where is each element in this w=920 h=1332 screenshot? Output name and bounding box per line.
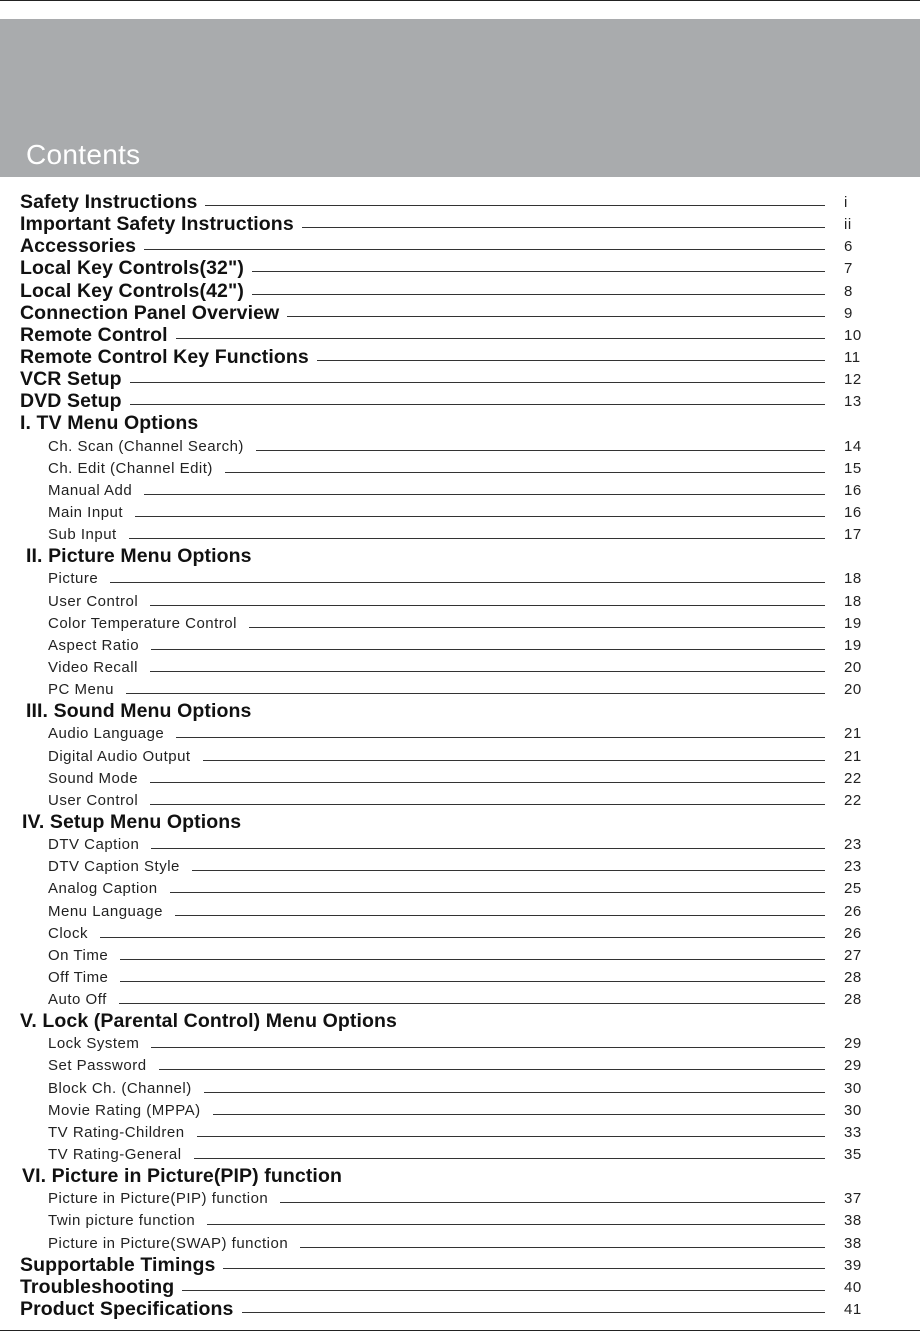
toc-subentry[interactable] (0, 789, 920, 811)
toc-entry[interactable] (0, 235, 920, 257)
toc-subentry[interactable] (0, 678, 920, 700)
toc-subentry[interactable] (0, 988, 920, 1010)
toc-page-number: 6 (844, 238, 853, 256)
toc-leader-line (287, 316, 825, 317)
toc-label: Set Password (48, 1057, 147, 1075)
toc-section-heading (0, 1010, 920, 1032)
toc-page-number: 7 (844, 260, 853, 278)
toc-label: Local Key Controls(32") (20, 257, 244, 280)
toc-leader-line (151, 1047, 825, 1048)
toc-subentry[interactable] (0, 1077, 920, 1099)
toc-label: TV Rating-Children (48, 1123, 185, 1141)
toc-leader-line (203, 760, 825, 761)
toc-label: Twin picture function (48, 1212, 196, 1230)
toc-entry-body (48, 966, 825, 988)
toc-entry-body (48, 1121, 825, 1143)
toc-leader-line (144, 249, 825, 250)
toc-entry-body (48, 457, 825, 479)
toc-subentry[interactable] (0, 767, 920, 789)
toc-entry-body (48, 944, 825, 966)
toc-leader-line (197, 1136, 825, 1137)
toc-entry-body (20, 1254, 825, 1276)
toc-label: Sound Mode (48, 769, 139, 787)
toc-label: I. TV Menu Options (20, 412, 199, 435)
toc-page-number: 26 (844, 902, 862, 920)
toc-page-number: 9 (844, 304, 853, 322)
toc-entry-body (48, 877, 825, 899)
toc-label: Lock System (48, 1035, 140, 1053)
toc-leader-line (302, 227, 825, 228)
toc-entry-body (48, 590, 825, 612)
toc-label: II. Picture Menu Options (26, 545, 252, 568)
toc-page-number: 41 (844, 1301, 862, 1319)
toc-page-number: 21 (844, 747, 862, 765)
toc-entry[interactable] (0, 368, 920, 390)
toc-leader-line (130, 404, 825, 405)
toc-leader-line (242, 1312, 826, 1313)
toc-entry-body (20, 302, 825, 324)
toc-subentry[interactable] (0, 656, 920, 678)
toc-page-number: 39 (844, 1256, 862, 1274)
toc-section-heading (0, 700, 920, 722)
header-banner (0, 19, 920, 177)
toc-page-number: 18 (844, 570, 862, 588)
toc-leader-line (192, 870, 825, 871)
toc-entry-body (48, 833, 825, 855)
toc-label: Block Ch. (Channel) (48, 1079, 192, 1097)
toc-leader-line (126, 693, 825, 694)
toc-label: Ch. Edit (Channel Edit) (48, 459, 213, 477)
toc-subentry[interactable] (0, 523, 920, 545)
toc-entry-body (48, 435, 825, 457)
toc-label: Clock (48, 924, 89, 942)
toc-label: Safety Instructions (20, 191, 198, 213)
toc-label: User Control (48, 592, 139, 610)
toc-page-number: 10 (844, 326, 862, 344)
toc-entry-body (22, 1165, 825, 1187)
toc-page-number: 19 (844, 614, 862, 632)
toc-label: Off Time (48, 968, 109, 986)
toc-page-number: 14 (844, 437, 862, 455)
toc-page-number: 20 (844, 658, 862, 676)
toc-page-number: 22 (844, 769, 862, 787)
toc-label: V. Lock (Parental Control) Menu Options (20, 1010, 397, 1033)
toc-subentry[interactable] (0, 1143, 920, 1165)
toc-entry-body (48, 1032, 825, 1054)
toc-entry-body (48, 1232, 825, 1254)
toc-leader-line (151, 649, 825, 650)
toc-page-number: 19 (844, 636, 862, 654)
toc-entry[interactable] (0, 390, 920, 412)
toc-page-number: 16 (844, 481, 862, 499)
toc-leader-line (150, 671, 825, 672)
toc-label: Product Specifications (20, 1298, 234, 1321)
toc-entry-body (20, 1298, 825, 1320)
toc-page-number: 15 (844, 459, 862, 477)
bottom-rule (0, 1330, 920, 1331)
toc-entry-body (22, 811, 825, 833)
toc-entry-body (20, 390, 825, 412)
toc-page-number: 28 (844, 991, 862, 1009)
toc-page-number: 18 (844, 592, 862, 610)
toc-leader-line (213, 1114, 825, 1115)
toc-entry-body (48, 479, 825, 501)
toc-entry-body (48, 1099, 825, 1121)
toc-entry[interactable] (0, 1276, 920, 1298)
toc-page-number: 27 (844, 946, 862, 964)
toc-subentry[interactable] (0, 855, 920, 877)
toc-subentry[interactable] (0, 922, 920, 944)
toc-label: VCR Setup (20, 368, 122, 391)
toc-label: Important Safety Instructions (20, 213, 294, 236)
toc-leader-line (182, 1290, 825, 1291)
toc-leader-line (223, 1268, 825, 1269)
toc-leader-line (150, 804, 825, 805)
toc-subentry[interactable] (0, 590, 920, 612)
toc-leader-line (119, 1003, 825, 1004)
toc-leader-line (151, 848, 825, 849)
toc-subentry[interactable] (0, 1099, 920, 1121)
toc-page-number: 33 (844, 1123, 862, 1141)
toc-leader-line (135, 516, 825, 517)
toc-entry-body (48, 988, 825, 1010)
toc-label: Ch. Scan (Channel Search) (48, 437, 244, 455)
toc-label: Digital Audio Output (48, 747, 191, 765)
toc-label: Main Input (48, 503, 124, 521)
toc-label: Troubleshooting (20, 1275, 175, 1298)
toc-subentry[interactable] (0, 1032, 920, 1054)
toc-leader-line (170, 892, 825, 893)
toc-entry[interactable] (0, 213, 920, 235)
toc-entry-body (48, 656, 825, 678)
toc-page-number: 11 (844, 348, 861, 366)
toc-subentry[interactable] (0, 1187, 920, 1209)
toc-leader-line (207, 1224, 825, 1225)
toc-page-number: 23 (844, 836, 862, 854)
toc-page-number: 30 (844, 1079, 862, 1097)
toc-entry-body (48, 523, 825, 545)
toc-page-number: 29 (844, 1057, 862, 1075)
toc-entry-body (48, 1054, 825, 1076)
toc-label: Local Key Controls(42") (20, 279, 244, 302)
toc-entry-body (20, 1010, 825, 1032)
toc-page-number: 26 (844, 924, 862, 942)
toc-entry-body (20, 235, 825, 257)
toc-page-number: i (844, 194, 848, 211)
toc-label: Remote Control (20, 323, 168, 346)
toc-page-number: 38 (844, 1234, 862, 1252)
toc-leader-line (204, 1092, 825, 1093)
toc-page-number: ii (844, 216, 852, 234)
toc-page-number: 12 (844, 371, 862, 389)
toc-entry-body (48, 722, 825, 744)
toc-entry-body (48, 922, 825, 944)
toc-label: DVD Setup (20, 390, 122, 413)
toc-entry-body (48, 789, 825, 811)
toc-page-number: 28 (844, 968, 862, 986)
toc-entry[interactable] (0, 324, 920, 346)
toc-entry[interactable] (0, 346, 920, 368)
toc-label: On Time (48, 946, 109, 964)
toc-entry-body (20, 346, 825, 368)
toc-subentry[interactable] (0, 612, 920, 634)
toc-label: Sub Input (48, 526, 117, 544)
toc-leader-line (256, 450, 825, 451)
toc-label: IV. Setup Menu Options (22, 810, 242, 833)
toc-leader-line (252, 294, 825, 295)
toc-label: PC Menu (48, 681, 115, 699)
toc-leader-line (176, 737, 825, 738)
toc-page-number: 25 (844, 880, 862, 898)
toc-entry-body (48, 1077, 825, 1099)
toc-label: Audio Language (48, 725, 165, 743)
toc-entry-body (48, 745, 825, 767)
toc-entry[interactable] (0, 1254, 920, 1276)
toc-subentry[interactable] (0, 567, 920, 589)
toc-entry-body (26, 545, 825, 567)
toc-subentry[interactable] (0, 966, 920, 988)
toc-leader-line (194, 1158, 825, 1159)
toc-label: Accessories (20, 235, 137, 258)
toc-leader-line (144, 494, 825, 495)
toc-leader-line (280, 1202, 825, 1203)
toc-leader-line (252, 271, 825, 272)
toc-subentry[interactable] (0, 479, 920, 501)
toc-entry-body (48, 567, 825, 589)
toc-entry-body (48, 855, 825, 877)
toc-label: Manual Add (48, 481, 133, 499)
toc-label: Picture (48, 570, 99, 588)
toc-label: Movie Rating (MPPA) (48, 1101, 201, 1119)
toc-section-heading (0, 412, 920, 434)
toc-section-heading (0, 1165, 920, 1187)
toc-label: VI. Picture in Picture(PIP) function (22, 1165, 342, 1188)
toc-entry[interactable] (0, 257, 920, 279)
table-of-contents (0, 191, 920, 1320)
toc-label: Color Temperature Control (48, 614, 237, 632)
toc-subentry[interactable] (0, 457, 920, 479)
toc-leader-line (159, 1069, 825, 1070)
toc-label: User Control (48, 791, 139, 809)
toc-label: Analog Caption (48, 880, 158, 898)
toc-page-number: 37 (844, 1190, 862, 1208)
toc-subentry[interactable] (0, 634, 920, 656)
toc-label: Picture in Picture(SWAP) function (48, 1234, 289, 1252)
toc-label: Auto Off (48, 991, 107, 1009)
toc-page-number: 13 (844, 393, 862, 411)
toc-label: III. Sound Menu Options (26, 700, 252, 723)
toc-entry-body (26, 700, 825, 722)
toc-entry-body (48, 634, 825, 656)
toc-page-number: 35 (844, 1146, 862, 1164)
toc-entry[interactable] (0, 280, 920, 302)
toc-section-heading (0, 545, 920, 567)
toc-label: Connection Panel Overview (20, 301, 280, 324)
toc-label: Video Recall (48, 658, 138, 676)
toc-leader-line (120, 981, 825, 982)
toc-entry-body (20, 368, 825, 390)
toc-entry[interactable] (0, 302, 920, 324)
toc-subentry[interactable] (0, 1232, 920, 1254)
toc-label: Supportable Timings (20, 1253, 216, 1276)
toc-page-number: 40 (844, 1278, 862, 1296)
toc-subentry[interactable] (0, 1054, 920, 1076)
toc-leader-line (205, 205, 825, 206)
toc-page-number: 17 (844, 526, 862, 544)
toc-leader-line (225, 472, 825, 473)
toc-subentry[interactable] (0, 1121, 920, 1143)
toc-entry-body (48, 900, 825, 922)
toc-page-number: 38 (844, 1212, 862, 1230)
toc-page-number: 8 (844, 282, 853, 300)
toc-subentry[interactable] (0, 501, 920, 523)
toc-label: DTV Caption (48, 836, 140, 854)
toc-label: Picture in Picture(PIP) function (48, 1190, 269, 1208)
toc-section-heading (0, 811, 920, 833)
top-rule (0, 0, 920, 1)
toc-leader-line (110, 582, 825, 583)
toc-page-number: 21 (844, 725, 862, 743)
toc-entry[interactable] (0, 191, 920, 213)
toc-entry-body (20, 191, 825, 213)
toc-entry-body (48, 678, 825, 700)
toc-leader-line (317, 360, 825, 361)
toc-subentry[interactable] (0, 435, 920, 457)
toc-leader-line (100, 937, 825, 938)
toc-leader-line (249, 627, 825, 628)
toc-entry-body (48, 1187, 825, 1209)
toc-leader-line (150, 782, 825, 783)
toc-entry-body (48, 1143, 825, 1165)
toc-entry-body (20, 257, 825, 279)
toc-subentry[interactable] (0, 722, 920, 744)
page-title: Contents (26, 139, 141, 170)
toc-label: Remote Control Key Functions (20, 345, 309, 368)
toc-page-number: 30 (844, 1101, 862, 1119)
toc-label: Aspect Ratio (48, 636, 140, 654)
toc-leader-line (120, 959, 825, 960)
toc-subentry[interactable] (0, 877, 920, 899)
toc-entry-body (48, 767, 825, 789)
toc-subentry[interactable] (0, 745, 920, 767)
toc-page-number: 16 (844, 503, 862, 521)
toc-leader-line (130, 382, 825, 383)
toc-subentry[interactable] (0, 944, 920, 966)
toc-leader-line (176, 338, 825, 339)
toc-page-number: 23 (844, 858, 862, 876)
toc-label: TV Rating-General (48, 1146, 182, 1164)
toc-entry-body (48, 501, 825, 523)
toc-entry-body (48, 1209, 825, 1231)
toc-entry-body (20, 213, 825, 235)
toc-page-number: 22 (844, 791, 862, 809)
toc-entry-body (20, 1276, 825, 1298)
toc-entry-body (20, 280, 825, 302)
toc-subentry[interactable] (0, 833, 920, 855)
toc-entry-body (48, 612, 825, 634)
toc-entry[interactable] (0, 1298, 920, 1320)
toc-subentry[interactable] (0, 1209, 920, 1231)
toc-leader-line (175, 915, 825, 916)
toc-page-number: 20 (844, 681, 862, 699)
toc-label: DTV Caption Style (48, 858, 180, 876)
toc-page-number: 29 (844, 1035, 862, 1053)
toc-entry-body (20, 324, 825, 346)
toc-entry-body (20, 412, 825, 434)
toc-leader-line (150, 605, 825, 606)
toc-label: Menu Language (48, 902, 163, 920)
toc-leader-line (300, 1247, 825, 1248)
toc-subentry[interactable] (0, 900, 920, 922)
toc-leader-line (129, 538, 825, 539)
